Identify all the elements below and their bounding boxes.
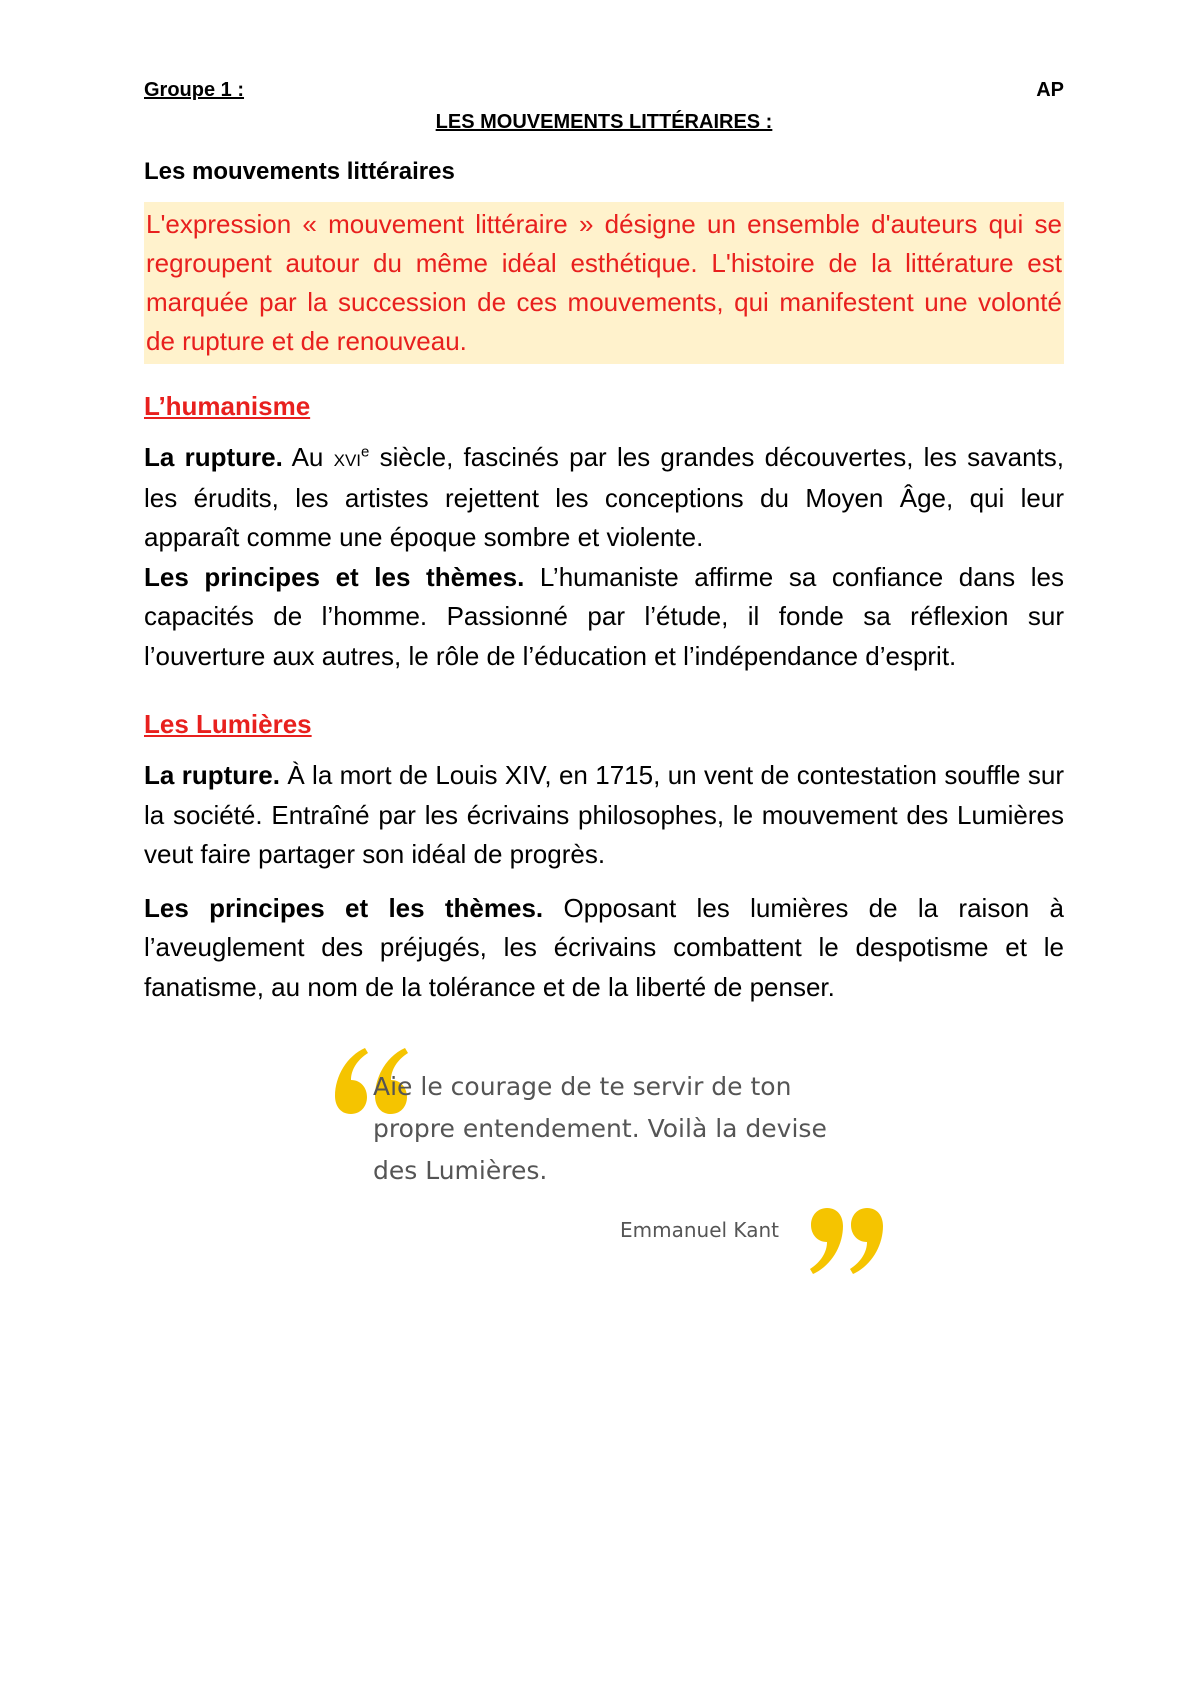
close-quote-icon — [803, 1206, 883, 1276]
lumieres-rupture-label: La rupture. — [144, 760, 280, 790]
quote-author: Emmanuel Kant — [620, 1218, 779, 1242]
lumieres-rupture-paragraph — [144, 756, 1064, 875]
section-heading-lumieres: Les Lumières — [144, 709, 312, 739]
header-row — [144, 74, 1064, 106]
lumieres-principes-text: Opposant les lumières de la raison à l’aveuglement des préjugés, les écrivains combattent le despotisme et le fanatisme, au nom de la tolérance et de la liberté de penser. — [144, 892, 1065, 1002]
humanisme-principes-label: Les principes et les thèmes. — [144, 561, 525, 592]
section-heading-humanisme: L’humanisme — [144, 391, 311, 421]
humanisme-principes-text: L’humaniste affirme sa confiance dans les capacités de l’homme. Passionné par l’étude, il fonde sa réflexion sur l’ouverture aux autres, le rôle de l’éducation et l’indépendance d’esprit. — [144, 561, 1065, 671]
humanisme-principes-paragraph — [144, 558, 1064, 677]
humanisme-rupture-pre: Au — [282, 442, 334, 472]
kant-quote — [335, 1046, 895, 1276]
group-label: Groupe 1 : — [144, 79, 245, 101]
humanisme-rupture-text: siècle, fascinés par les grandes découvertes, les savants, les érudits, les artistes rejettent les conceptions du Moyen Âge, qui leur apparaît comme une époque sombre et violente. — [144, 442, 1064, 552]
humanisme-rupture-label: La rupture. — [144, 442, 283, 472]
humanisme-rupture-paragraph — [144, 438, 1064, 558]
century-superscript: e — [361, 443, 370, 461]
document-title: LES MOUVEMENTS LITTÉRAIRES : — [435, 111, 773, 133]
century-numeral: xvi — [333, 445, 362, 472]
ap-label: AP — [1036, 79, 1064, 101]
subheading: Les mouvements littéraires — [144, 158, 455, 185]
lumieres-principes-label: Les principes et les thèmes. — [144, 892, 544, 923]
document-page — [144, 74, 1064, 1007]
intro-paragraph: L'expression « mouvement littéraire » désigne un ensemble d'auteurs qui se regroupent autour du même idéal esthétique. L'histoire de la littérature est marquée par la succession de ces mouvements, qui manifestent une volonté de rupture et de renouveau. — [144, 202, 1064, 364]
quote-text: Aie le courage de te servir de ton propre entendement. Voilà la devise des Lumières. — [373, 1072, 827, 1185]
lumieres-rupture-text: À la mort de Louis XIV, en 1715, un vent de contestation souffle sur la société. Entraîné par les écrivains philosophes, le mouvement des Lumières veut faire partager son idéal de progrès. — [144, 760, 1064, 869]
lumieres-principes-paragraph — [144, 889, 1064, 1008]
